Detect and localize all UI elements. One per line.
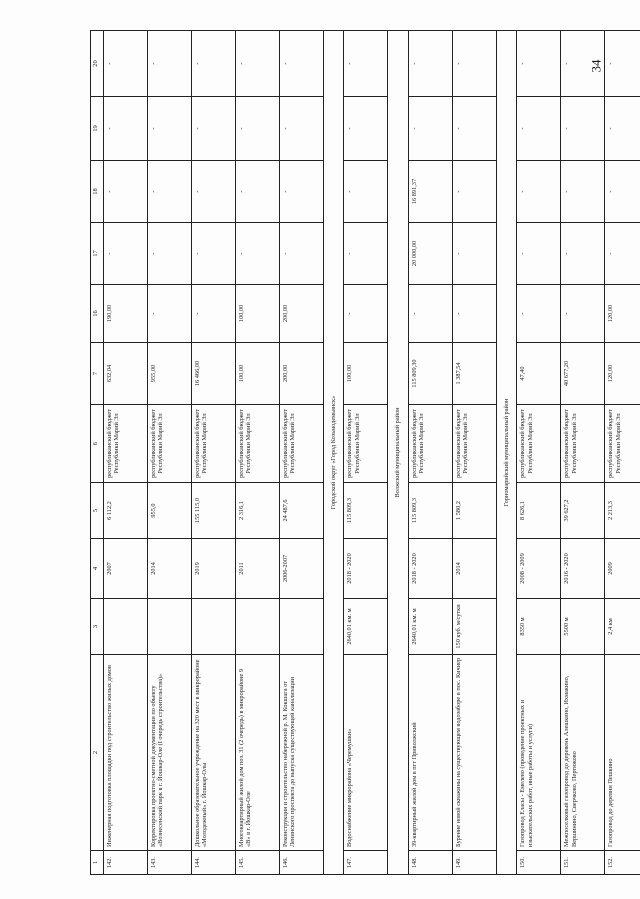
period: 2008 - 2009: [517, 539, 561, 599]
value-col-20: -: [236, 31, 280, 97]
value-col-20: -: [605, 31, 640, 97]
value-col-20: -: [517, 31, 561, 97]
value-col-17: -: [605, 223, 640, 285]
value-col-18: -: [104, 161, 148, 223]
value-col-20: -: [408, 31, 452, 97]
column-number-row: [91, 31, 104, 875]
value-col-16: -: [452, 285, 496, 343]
object-name: 39-квартирный жилой дом в пгт Приволжский: [408, 655, 452, 851]
capacity: [236, 599, 280, 655]
value-col-7: 16 466,00: [192, 343, 236, 405]
page-number: 34: [588, 59, 604, 73]
value-col-7: 100,00: [344, 343, 388, 405]
value-col-18: 16 891,37: [408, 161, 452, 223]
value-col-18: -: [517, 161, 561, 223]
funding-source: республиканский бюджет Республики Марий Эл: [148, 405, 192, 483]
table-row: [517, 31, 561, 875]
value-col-19: -: [236, 97, 280, 161]
funding-source: республиканский бюджет Республики Марий Эл: [192, 405, 236, 483]
section-row: [388, 31, 408, 875]
value-col-18: -: [148, 161, 192, 223]
estimated-cost: 24 487,6: [280, 483, 324, 539]
table-row: [104, 31, 148, 875]
funding-source: республиканский бюджет Республики Марий Эл: [236, 405, 280, 483]
funding-source: республиканский бюджет Республики Марий Эл: [408, 405, 452, 483]
capacity: [192, 599, 236, 655]
value-col-19: -: [605, 97, 640, 161]
funding-source: республиканский бюджет Республики Марий Эл: [517, 405, 561, 483]
period: 2019: [192, 539, 236, 599]
object-name: Многоквартирный жилой дом поз. 31 (2 очередь) в микрорайоне 9 «В» в г. Йошкар-Оле: [236, 655, 280, 851]
estimated-cost: 8 626,1: [517, 483, 561, 539]
column-header: 17: [91, 223, 104, 285]
capacity: [104, 599, 148, 655]
row-number: 142.: [104, 851, 148, 875]
value-col-18: -: [605, 161, 640, 223]
value-col-7: 115 809,30: [408, 343, 452, 405]
row-number: 146.: [280, 851, 324, 875]
column-header: 16: [91, 285, 104, 343]
capacity: 5500 м: [561, 599, 605, 655]
object-name: Газопровод до деревни Пешкино: [605, 655, 640, 851]
row-number: 152.: [605, 851, 640, 875]
estimated-cost: 6 112,2: [104, 483, 148, 539]
value-col-19: -: [517, 97, 561, 161]
value-col-17: -: [104, 223, 148, 285]
table-row: [148, 31, 192, 875]
estimated-cost: 39 627,2: [561, 483, 605, 539]
object-name: Газопровод Еласы - Емелево (проведение проектных и изыскательских работ, иные работы и услуги): [517, 655, 561, 851]
value-col-17: -: [192, 223, 236, 285]
value-col-19: -: [344, 97, 388, 161]
value-col-20: -: [452, 31, 496, 97]
value-col-20: -: [344, 31, 388, 97]
row-number: 151.: [561, 851, 605, 875]
value-col-16: -: [517, 285, 561, 343]
value-col-20: -: [104, 31, 148, 97]
column-header: 18: [91, 161, 104, 223]
estimated-cost: 955,0: [148, 483, 192, 539]
column-header: 4: [91, 539, 104, 599]
period: 2016 - 2020: [561, 539, 605, 599]
section-row: [496, 31, 516, 875]
value-col-7: 955,00: [148, 343, 192, 405]
value-col-18: -: [344, 161, 388, 223]
capacity: 150 куб. м/сутки: [452, 599, 496, 655]
row-number: 143.: [148, 851, 192, 875]
estimated-cost: 1 580,2: [452, 483, 496, 539]
value-col-16: -: [148, 285, 192, 343]
period: 2011: [236, 539, 280, 599]
value-col-16: -: [344, 285, 388, 343]
value-col-7: 100,00: [236, 343, 280, 405]
investment-table: [90, 30, 640, 875]
section-row: [324, 31, 344, 875]
column-header: 7: [91, 343, 104, 405]
value-col-19: -: [408, 97, 452, 161]
value-col-16: 100,00: [236, 285, 280, 343]
table-row: [344, 31, 388, 875]
funding-source: республиканский бюджет Республики Марий Эл: [280, 405, 324, 483]
column-header: 6: [91, 405, 104, 483]
value-col-17: -: [344, 223, 388, 285]
table-row: [280, 31, 324, 875]
value-col-16: 120,00: [605, 285, 640, 343]
row-number: 149.: [452, 851, 496, 875]
row-number: 150.: [517, 851, 561, 875]
value-col-16: -: [408, 285, 452, 343]
value-col-16: 200,00: [280, 285, 324, 343]
value-col-7: 47,40: [517, 343, 561, 405]
column-header: 3: [91, 599, 104, 655]
table-row: [408, 31, 452, 875]
value-col-17: -: [561, 223, 605, 285]
object-name: Корректировка проектно-сметной документации по объекту «Вознесенский парк в г. Йошкар-Оле (I очередь строительства)»: [148, 655, 192, 851]
object-name: Межпоселковый газопровод до деревень Алешкино, Ихмакино, Вершинино, Сверчково, Пертюково: [561, 655, 605, 851]
value-col-19: -: [280, 97, 324, 161]
value-col-7: 632,04: [104, 343, 148, 405]
value-col-7: 1 387,54: [452, 343, 496, 405]
value-col-20: -: [148, 31, 192, 97]
column-header: 2: [91, 655, 104, 851]
value-col-7: 40 677,20: [561, 343, 605, 405]
value-col-18: -: [561, 161, 605, 223]
value-col-20: -: [192, 31, 236, 97]
estimated-cost: 155 115,0: [192, 483, 236, 539]
value-col-20: -: [561, 31, 605, 97]
column-header: 19: [91, 97, 104, 161]
value-col-17: -: [236, 223, 280, 285]
period: 2007: [104, 539, 148, 599]
rotated-table-container: [90, 31, 622, 875]
period: 2014: [452, 539, 496, 599]
capacity: [280, 599, 324, 655]
value-col-17: -: [452, 223, 496, 285]
capacity: 2640,01 км. м: [408, 599, 452, 655]
value-col-18: -: [280, 161, 324, 223]
funding-source: республиканский бюджет Республики Марий Эл: [104, 405, 148, 483]
estimated-cost: 2 316,1: [236, 483, 280, 539]
value-col-17: -: [280, 223, 324, 285]
capacity: 2640,01 км. м: [344, 599, 388, 655]
funding-source: республиканский бюджет Республики Марий Эл: [561, 405, 605, 483]
value-col-19: -: [452, 97, 496, 161]
row-number: 147.: [344, 851, 388, 875]
value-col-19: -: [104, 97, 148, 161]
section-title: Городской округ «Город Козьмодемьянск»: [324, 31, 344, 875]
column-header: 1: [91, 851, 104, 875]
value-col-18: -: [236, 161, 280, 223]
section-title: Горномарийский муниципальный район: [496, 31, 516, 875]
value-col-18: -: [192, 161, 236, 223]
value-col-7: 120,00: [605, 343, 640, 405]
period: 2009: [605, 539, 640, 599]
section-title: Волжский муниципальный район: [388, 31, 408, 875]
estimated-cost: 115 809,3: [408, 483, 452, 539]
table-row: [192, 31, 236, 875]
column-header: 5: [91, 483, 104, 539]
funding-source: республиканский бюджет Республики Марий Эл: [344, 405, 388, 483]
value-col-16: -: [192, 285, 236, 343]
object-name: Водоснабжение микрорайона «Черемушки»: [344, 655, 388, 851]
table-row: [452, 31, 496, 875]
period: 2018 - 2020: [344, 539, 388, 599]
value-col-16: 190,00: [104, 285, 148, 343]
row-number: 148.: [408, 851, 452, 875]
object-name: Реконструкция и строительство набережной р. М. Кокшага от Ленинского проспекта до выпуска существующей канализации: [280, 655, 324, 851]
value-col-20: -: [280, 31, 324, 97]
table-row: [605, 31, 640, 875]
value-col-19: -: [561, 97, 605, 161]
capacity: [148, 599, 192, 655]
estimated-cost: 115 809,3: [344, 483, 388, 539]
table-row: [236, 31, 280, 875]
period: 2018 - 2020: [408, 539, 452, 599]
value-col-19: -: [148, 97, 192, 161]
object-name: Бурение новой скважины на существующем водозаборе в пос. Кичиер: [452, 655, 496, 851]
column-header: 20: [91, 31, 104, 97]
value-col-17: 20 000,00: [408, 223, 452, 285]
object-name: Инженерная подготовка площадки под строительство жилых домов: [104, 655, 148, 851]
period: 2014: [148, 539, 192, 599]
table-row: [561, 31, 605, 875]
funding-source: республиканский бюджет Республики Марий Эл: [452, 405, 496, 483]
value-col-17: -: [148, 223, 192, 285]
funding-source: республиканский бюджет Республики Марий Эл: [605, 405, 640, 483]
estimated-cost: 2 213,3: [605, 483, 640, 539]
value-col-19: -: [192, 97, 236, 161]
object-name: Дошкольное образовательное учреждение на 320 мест в микрорайоне «Молодежный» г. Йошкар-Олы: [192, 655, 236, 851]
value-col-18: -: [452, 161, 496, 223]
value-col-17: -: [517, 223, 561, 285]
capacity: 8350 м: [517, 599, 561, 655]
value-col-7: 200,00: [280, 343, 324, 405]
capacity: 2,4 км: [605, 599, 640, 655]
period: 2006-2007: [280, 539, 324, 599]
value-col-16: -: [561, 285, 605, 343]
row-number: 145.: [236, 851, 280, 875]
row-number: 144.: [192, 851, 236, 875]
table-body: [104, 31, 640, 875]
